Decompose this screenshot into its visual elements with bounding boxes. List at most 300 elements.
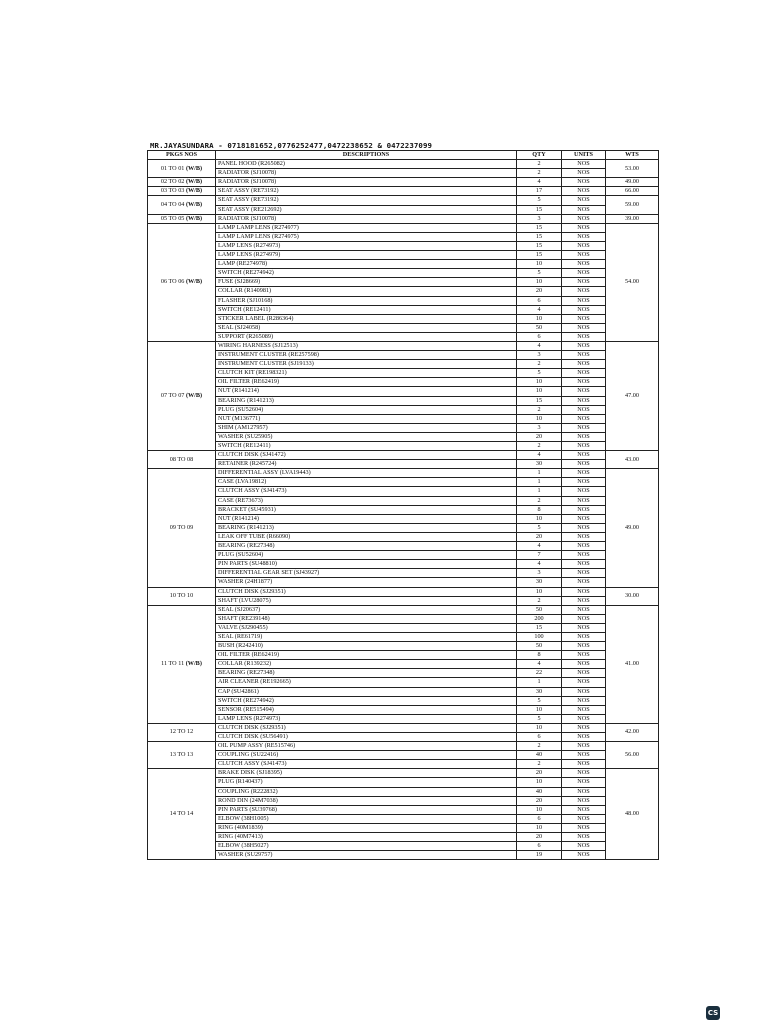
units-cell: NOS	[562, 551, 606, 560]
description-cell: LEAK OFF TUBE (R66090)	[216, 532, 517, 541]
qty-cell: 5	[517, 269, 562, 278]
weight-cell: 43.00	[606, 451, 659, 469]
weight-cell: 53.00	[606, 160, 659, 178]
units-cell: NOS	[562, 378, 606, 387]
table-row	[148, 760, 659, 769]
table-row	[148, 687, 659, 696]
table-row	[148, 542, 659, 551]
qty-cell: 30	[517, 578, 562, 587]
qty-cell: 30	[517, 460, 562, 469]
table-row	[148, 278, 659, 287]
description-cell: CLUTCH KIT (RE198321)	[216, 369, 517, 378]
table-row	[148, 833, 659, 842]
table-row	[148, 696, 659, 705]
description-cell: LAMP (RE274978)	[216, 260, 517, 269]
table-header-row	[148, 151, 659, 160]
package-number-cell: 03 TO 03 (W/B)	[148, 187, 216, 196]
table-row	[148, 396, 659, 405]
description-cell: PLUG (SU52604)	[216, 405, 517, 414]
qty-cell: 10	[517, 514, 562, 523]
table-row	[148, 578, 659, 587]
units-cell: NOS	[562, 642, 606, 651]
qty-cell: 3	[517, 351, 562, 360]
qty-cell: 15	[517, 251, 562, 260]
description-cell: SEAL (SJ20637)	[216, 605, 517, 614]
table-row	[148, 660, 659, 669]
description-cell: PIN PARTS (SU39768)	[216, 805, 517, 814]
table-row	[148, 487, 659, 496]
weight-cell: 56.00	[606, 742, 659, 769]
description-cell: LAMP LAMP LENS (R274977)	[216, 223, 517, 232]
units-cell: NOS	[562, 532, 606, 541]
description-cell: CLUTCH DISK (SU56491)	[216, 733, 517, 742]
units-cell: NOS	[562, 578, 606, 587]
units-cell: NOS	[562, 196, 606, 205]
qty-cell: 15	[517, 232, 562, 241]
units-cell: NOS	[562, 432, 606, 441]
description-cell: ELBOW (38H5027)	[216, 842, 517, 851]
units-cell: NOS	[562, 523, 606, 532]
description-cell: SEAT ASSY (RE73192)	[216, 187, 517, 196]
description-cell: OIL PUMP ASSY (RE515746)	[216, 742, 517, 751]
description-cell: ELBOW (38H1005)	[216, 814, 517, 823]
units-cell: NOS	[562, 478, 606, 487]
qty-cell: 20	[517, 432, 562, 441]
units-cell: NOS	[562, 651, 606, 660]
units-cell: NOS	[562, 251, 606, 260]
units-cell: NOS	[562, 787, 606, 796]
wb-marker: (W/B)	[185, 391, 203, 399]
table-row	[148, 478, 659, 487]
units-cell: NOS	[562, 733, 606, 742]
table-row	[148, 723, 659, 732]
wb-marker: (W/B)	[185, 214, 203, 222]
table-row	[148, 642, 659, 651]
units-cell: NOS	[562, 514, 606, 523]
units-cell: NOS	[562, 814, 606, 823]
weight-cell: 47.00	[606, 341, 659, 450]
table-row	[148, 332, 659, 341]
description-cell: CLUTCH ASSY (SJ41473)	[216, 487, 517, 496]
weight-cell: 41.00	[606, 605, 659, 723]
description-cell: PLUG (R140437)	[216, 778, 517, 787]
table-row	[148, 769, 659, 778]
qty-cell: 15	[517, 396, 562, 405]
units-cell: NOS	[562, 351, 606, 360]
description-cell: AIR CLEANER (RE192665)	[216, 678, 517, 687]
description-cell: NUT (M136771)	[216, 414, 517, 423]
wb-marker: (W/B)	[185, 178, 203, 186]
qty-cell: 30	[517, 687, 562, 696]
table-row	[148, 651, 659, 660]
table-row	[148, 678, 659, 687]
table-row	[148, 796, 659, 805]
description-cell: WASHER (SU25905)	[216, 432, 517, 441]
units-cell: NOS	[562, 833, 606, 842]
table-row	[148, 460, 659, 469]
table-row	[148, 587, 659, 596]
units-cell: NOS	[562, 487, 606, 496]
camscanner-logo-icon: CS	[706, 1006, 720, 1020]
units-cell: NOS	[562, 187, 606, 196]
table-row	[148, 505, 659, 514]
qty-cell: 10	[517, 587, 562, 596]
qty-cell: 10	[517, 823, 562, 832]
description-cell: INSTRUMENT CLUSTER (RE257598)	[216, 351, 517, 360]
units-cell: NOS	[562, 305, 606, 314]
package-number-cell: 08 TO 08	[148, 451, 216, 469]
qty-cell: 10	[517, 378, 562, 387]
qty-cell: 15	[517, 241, 562, 250]
qty-cell: 6	[517, 296, 562, 305]
table-row	[148, 560, 659, 569]
qty-cell: 10	[517, 414, 562, 423]
table-row	[148, 569, 659, 578]
units-cell: NOS	[562, 260, 606, 269]
units-cell: NOS	[562, 605, 606, 614]
units-cell: NOS	[562, 169, 606, 178]
description-cell: WIRING HARNESS (SJ12513)	[216, 341, 517, 350]
description-cell: SEAT ASSY (RE73192)	[216, 196, 517, 205]
table-row	[148, 296, 659, 305]
qty-cell: 7	[517, 551, 562, 560]
package-number-cell: 10 TO 10	[148, 587, 216, 605]
table-row	[148, 323, 659, 332]
qty-cell: 5	[517, 523, 562, 532]
table-row	[148, 432, 659, 441]
qty-cell: 20	[517, 532, 562, 541]
wb-marker: (W/B)	[185, 164, 203, 172]
qty-cell: 2	[517, 596, 562, 605]
qty-cell: 40	[517, 751, 562, 760]
description-cell: BRAKE DISK (SJ18395)	[216, 769, 517, 778]
units-cell: NOS	[562, 632, 606, 641]
table-row	[148, 287, 659, 296]
description-cell: CASE (RE73673)	[216, 496, 517, 505]
package-number-cell: 11 TO 11 (W/B)	[148, 605, 216, 723]
table-row	[148, 823, 659, 832]
qty-cell: 10	[517, 705, 562, 714]
units-cell: NOS	[562, 469, 606, 478]
description-cell: DIFFERENTIAL GEAR SET (SJ43927)	[216, 569, 517, 578]
units-cell: NOS	[562, 314, 606, 323]
units-cell: NOS	[562, 723, 606, 732]
description-cell: SHIM (AM127957)	[216, 423, 517, 432]
description-cell: RING (40M1839)	[216, 823, 517, 832]
units-cell: NOS	[562, 423, 606, 432]
weight-cell: 39.00	[606, 214, 659, 223]
units-cell: NOS	[562, 805, 606, 814]
weight-cell: 48.00	[606, 769, 659, 860]
table-row	[148, 205, 659, 214]
units-cell: NOS	[562, 405, 606, 414]
description-cell: ROND DIN (24M7038)	[216, 796, 517, 805]
qty-cell: 22	[517, 669, 562, 678]
qty-cell: 1	[517, 487, 562, 496]
qty-cell: 2	[517, 742, 562, 751]
description-cell: CAP (SU42861)	[216, 687, 517, 696]
units-cell: NOS	[562, 742, 606, 751]
qty-cell: 6	[517, 733, 562, 742]
units-cell: NOS	[562, 505, 606, 514]
units-cell: NOS	[562, 678, 606, 687]
table-body	[148, 160, 659, 860]
description-cell: INSTRUMENT CLUSTER (SJ19133)	[216, 360, 517, 369]
description-cell: STICKER LABEL (R286364)	[216, 314, 517, 323]
weight-cell: 49.00	[606, 178, 659, 187]
table-row	[148, 241, 659, 250]
table-row	[148, 751, 659, 760]
package-number-cell: 09 TO 09	[148, 469, 216, 587]
description-cell: OIL FILTER (RE62419)	[216, 378, 517, 387]
table-row	[148, 842, 659, 851]
units-cell: NOS	[562, 569, 606, 578]
description-cell: BEARING (RE27348)	[216, 669, 517, 678]
description-cell: BEARING (R141213)	[216, 523, 517, 532]
table-row	[148, 351, 659, 360]
weight-cell: 59.00	[606, 196, 659, 214]
table-row	[148, 414, 659, 423]
units-cell: NOS	[562, 323, 606, 332]
table-row	[148, 742, 659, 751]
units-cell: NOS	[562, 387, 606, 396]
description-cell: WASHER (24H1877)	[216, 578, 517, 587]
qty-cell: 10	[517, 778, 562, 787]
description-cell: NUT (R141214)	[216, 514, 517, 523]
description-cell: SWITCH (RE12411)	[216, 442, 517, 451]
wb-marker: (W/B)	[185, 278, 203, 286]
table-row	[148, 705, 659, 714]
packing-table	[147, 150, 659, 860]
units-cell: NOS	[562, 842, 606, 851]
table-row	[148, 160, 659, 169]
table-row	[148, 614, 659, 623]
qty-cell: 10	[517, 387, 562, 396]
table-row	[148, 196, 659, 205]
weight-cell: 54.00	[606, 223, 659, 341]
units-cell: NOS	[562, 214, 606, 223]
contact-header: MR.JAYASUNDARA - 0718181652,0776252477,0472238652 & 0472237099	[150, 141, 433, 150]
table-row	[148, 496, 659, 505]
package-number-cell: 02 TO 02 (W/B)	[148, 178, 216, 187]
description-cell: WASHER (SU29757)	[216, 851, 517, 860]
package-number-cell: 04 TO 04 (W/B)	[148, 196, 216, 214]
units-cell: NOS	[562, 687, 606, 696]
qty-cell: 6	[517, 842, 562, 851]
qty-cell: 15	[517, 223, 562, 232]
qty-cell: 2	[517, 442, 562, 451]
weight-cell: 30.00	[606, 587, 659, 605]
qty-cell: 40	[517, 787, 562, 796]
qty-cell: 2	[517, 496, 562, 505]
description-cell: SWITCH (RE12411)	[216, 305, 517, 314]
table-row	[148, 451, 659, 460]
table-row	[148, 178, 659, 187]
description-cell: SWITCH (RE274942)	[216, 696, 517, 705]
description-cell: BEARING (RE27348)	[216, 542, 517, 551]
table-row	[148, 223, 659, 232]
qty-cell: 4	[517, 660, 562, 669]
description-cell: LAMP LENS (R274973)	[216, 241, 517, 250]
units-cell: NOS	[562, 278, 606, 287]
col-header-qty: QTY	[517, 151, 562, 160]
description-cell: SEAL (RE61719)	[216, 632, 517, 641]
description-cell: SHAFT (RE239148)	[216, 614, 517, 623]
weight-cell: 49.00	[606, 469, 659, 587]
units-cell: NOS	[562, 714, 606, 723]
description-cell: SENSOR (RE515494)	[216, 705, 517, 714]
table-row	[148, 387, 659, 396]
qty-cell: 15	[517, 205, 562, 214]
description-cell: FUSE (SJ28669)	[216, 278, 517, 287]
description-cell: CLUTCH DISK (SJ41472)	[216, 451, 517, 460]
description-cell: FLASHER (SJ10168)	[216, 296, 517, 305]
qty-cell: 4	[517, 451, 562, 460]
description-cell: PANEL HOOD (R265082)	[216, 160, 517, 169]
table-row	[148, 514, 659, 523]
table-row	[148, 341, 659, 350]
description-cell: COUPLING (R222832)	[216, 787, 517, 796]
table-row	[148, 623, 659, 632]
qty-cell: 10	[517, 314, 562, 323]
units-cell: NOS	[562, 596, 606, 605]
qty-cell: 2	[517, 169, 562, 178]
table-row	[148, 260, 659, 269]
qty-cell: 20	[517, 833, 562, 842]
units-cell: NOS	[562, 296, 606, 305]
qty-cell: 4	[517, 341, 562, 350]
units-cell: NOS	[562, 823, 606, 832]
table-row	[148, 523, 659, 532]
qty-cell: 4	[517, 178, 562, 187]
description-cell: CLUTCH DISK (SJ29351)	[216, 587, 517, 596]
description-cell: BRACKET (SU45931)	[216, 505, 517, 514]
qty-cell: 10	[517, 723, 562, 732]
table-row	[148, 187, 659, 196]
units-cell: NOS	[562, 160, 606, 169]
units-cell: NOS	[562, 778, 606, 787]
description-cell: RADIATOR (SJ10078)	[216, 169, 517, 178]
description-cell: RING (40M7413)	[216, 833, 517, 842]
qty-cell: 3	[517, 569, 562, 578]
table-row	[148, 232, 659, 241]
description-cell: BEARING (R141213)	[216, 396, 517, 405]
units-cell: NOS	[562, 451, 606, 460]
table-row	[148, 169, 659, 178]
units-cell: NOS	[562, 396, 606, 405]
description-cell: LAMP LENS (R274973)	[216, 714, 517, 723]
units-cell: NOS	[562, 205, 606, 214]
table-row	[148, 369, 659, 378]
table-row	[148, 423, 659, 432]
units-cell: NOS	[562, 232, 606, 241]
units-cell: NOS	[562, 851, 606, 860]
qty-cell: 19	[517, 851, 562, 860]
units-cell: NOS	[562, 696, 606, 705]
qty-cell: 8	[517, 505, 562, 514]
table-row	[148, 251, 659, 260]
description-cell: CASE (LVA19812)	[216, 478, 517, 487]
table-row	[148, 787, 659, 796]
units-cell: NOS	[562, 623, 606, 632]
units-cell: NOS	[562, 223, 606, 232]
table-row	[148, 714, 659, 723]
units-cell: NOS	[562, 769, 606, 778]
package-number-cell: 05 TO 05 (W/B)	[148, 214, 216, 223]
description-cell: CLUTCH ASSY (SJ41473)	[216, 760, 517, 769]
table-row	[148, 378, 659, 387]
qty-cell: 3	[517, 214, 562, 223]
qty-cell: 6	[517, 814, 562, 823]
qty-cell: 2	[517, 160, 562, 169]
description-cell: SEAL (SJ24058)	[216, 323, 517, 332]
qty-cell: 10	[517, 805, 562, 814]
qty-cell: 100	[517, 632, 562, 641]
description-cell: BUSH (R242410)	[216, 642, 517, 651]
table-row	[148, 632, 659, 641]
units-cell: NOS	[562, 442, 606, 451]
package-number-cell: 14 TO 14	[148, 769, 216, 860]
table-row	[148, 551, 659, 560]
wb-marker: (W/B)	[185, 187, 203, 195]
units-cell: NOS	[562, 587, 606, 596]
units-cell: NOS	[562, 287, 606, 296]
table-row	[148, 605, 659, 614]
qty-cell: 15	[517, 623, 562, 632]
description-cell: COLLAR (R140981)	[216, 287, 517, 296]
units-cell: NOS	[562, 178, 606, 187]
description-cell: LAMP LENS (R274979)	[216, 251, 517, 260]
qty-cell: 4	[517, 560, 562, 569]
qty-cell: 20	[517, 287, 562, 296]
qty-cell: 2	[517, 405, 562, 414]
description-cell: RADIATOR (SJ10078)	[216, 178, 517, 187]
description-cell: COUPLING (SU22416)	[216, 751, 517, 760]
units-cell: NOS	[562, 614, 606, 623]
description-cell: SHAFT (LVU28075)	[216, 596, 517, 605]
qty-cell: 50	[517, 605, 562, 614]
col-header-pkgs: PKGS NOS	[148, 151, 216, 160]
wb-marker: (W/B)	[185, 201, 203, 209]
units-cell: NOS	[562, 360, 606, 369]
description-cell: SUPPORT (R265089)	[216, 332, 517, 341]
table-row	[148, 596, 659, 605]
table-row	[148, 778, 659, 787]
units-cell: NOS	[562, 669, 606, 678]
units-cell: NOS	[562, 496, 606, 505]
weight-cell: 42.00	[606, 723, 659, 741]
table-row	[148, 314, 659, 323]
units-cell: NOS	[562, 660, 606, 669]
units-cell: NOS	[562, 269, 606, 278]
table-row	[148, 214, 659, 223]
table-row	[148, 269, 659, 278]
qty-cell: 10	[517, 260, 562, 269]
table-row	[148, 851, 659, 860]
units-cell: NOS	[562, 341, 606, 350]
col-header-wts: WTS	[606, 151, 659, 160]
table-row	[148, 805, 659, 814]
description-cell: NUT (R141214)	[216, 387, 517, 396]
table-row	[148, 814, 659, 823]
description-cell: LAMP LAMP LENS (R274975)	[216, 232, 517, 241]
qty-cell: 20	[517, 769, 562, 778]
description-cell: VALVE (SJ290455)	[216, 623, 517, 632]
qty-cell: 5	[517, 696, 562, 705]
units-cell: NOS	[562, 414, 606, 423]
units-cell: NOS	[562, 751, 606, 760]
units-cell: NOS	[562, 332, 606, 341]
